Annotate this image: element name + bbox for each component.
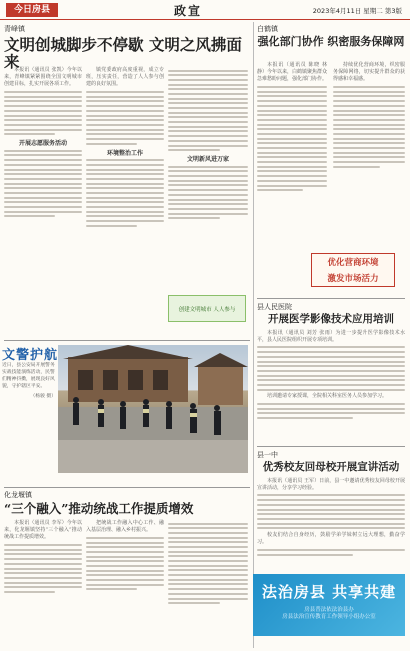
article-column [168,520,248,607]
article-school[interactable] [257,450,405,558]
banner-title: 法治房县 共享共建 [261,583,397,601]
section-divider [257,446,405,447]
section-divider [4,487,250,488]
article-subhead: 文明新风进万家 [186,156,229,164]
article-paragraph: 本报讯（通讯员 张凯）今年以来，青峰镇紧紧围绕全国文明城市创建目标，扎实开展各项工作。 [4,67,82,88]
legal-promo-banner[interactable] [253,574,405,636]
slogan-line: 优化营商环境 [327,258,379,268]
promo-banner[interactable]: 创建文明城市 人人参与 [168,295,246,322]
article-column [257,62,327,194]
newspaper-logo: 今日房县 [6,3,58,17]
photo-illustration [58,345,248,473]
article-headline[interactable]: 开展医学影像技术应用培训 [268,313,394,325]
section-divider [4,340,250,341]
article-paragraph: 本报讯（通讯员 王军）日前，县一中邀请优秀校友回母校开展宣讲活动，分享学习经验。 [257,477,405,491]
banner-org: 房县普法依法治县办 [304,607,354,613]
article-column [4,520,82,596]
article-subhead: 开展志愿服务活动 [18,140,67,148]
dateline: 2023年4月11日 星期二 第3版 [312,7,402,15]
column-divider [253,22,254,648]
article-paragraph: 培训邀请专家授课，全院相关科室医务人员参加学习。 [267,393,388,400]
article-kicker: 白鹤镇 [257,25,278,33]
article-headline[interactable]: 强化部门协作 织密服务保障网 [257,35,405,48]
article-kicker: 青峰镇 [4,25,25,33]
article-paragraph: 本报讯（通讯员 李军）今年以来，化龙堰镇坚持“三个融入”推动统战工作提质增效。 [4,520,82,541]
slogan-line: 激发市场活力 [327,274,379,284]
article-column [86,520,164,593]
photo-caption: 近日，县公安局开展警务实战技能演练活动，民警们精神抖擞，展现良好风貌，守护辖区平安。 （杨骏 摄） [2,363,56,399]
photo-credit: （杨骏 摄） [30,394,56,399]
slogan-box [311,253,395,287]
article-paragraph: 校友们结合自身经历，鼓励学弟学妹树立远大理想，勤奋学习。 [257,531,405,546]
article-paragraph: 镇党委政府高度重视，成立专班，压实责任，营造了人人参与创建的良好氛围。 [86,67,164,88]
article-kicker: 县人民医院 [257,303,292,311]
article-paragraph: 把统战工作融入中心工作、融入基层治理、融入乡村振兴。 [86,520,164,534]
section-title: 政宣 [174,4,203,18]
photo-feature-title: 文警护航 [2,348,59,363]
article-qingfeng[interactable] [4,24,252,70]
article-column [168,67,248,222]
article-headline[interactable]: “三个融入”推动统战工作提质增效 [4,501,194,516]
masthead [0,0,410,20]
article-headline[interactable]: 优秀校友回母校开展宣讲活动 [262,461,400,473]
police-drill-photo[interactable] [58,345,248,473]
article-column [4,67,82,220]
article-baihe[interactable] [257,24,405,48]
section-divider [257,298,405,299]
article-paragraph: 持续优化营商环境，织密服务保障网络，切实提升群众的获得感和幸福感。 [333,62,405,83]
article-hospital[interactable] [257,302,405,422]
article-subhead: 环境整治工作 [106,149,143,157]
article-column [86,67,164,229]
article-column [333,62,405,170]
article-kicker: 县一中 [257,451,278,459]
article-paragraph: 本报讯（通讯员 陈晓 林静）今年以来，白鹤镇聚焦群众急难愁盼问题，强化部门协作。 [257,62,328,83]
banner-org: 房县法治宣传教育工作领导小组办公室 [282,614,376,620]
article-headline[interactable]: 文明创城脚步不停歇 文明之风拂面来 [4,35,242,72]
article-hualongyan[interactable] [4,490,250,516]
article-paragraph: 本报讯（通讯员 刘芳 张雨）为进一步提升医学影像技术水平，县人民医院组织开展专项培训。 [257,329,405,343]
article-kicker: 化龙堰镇 [4,491,32,499]
